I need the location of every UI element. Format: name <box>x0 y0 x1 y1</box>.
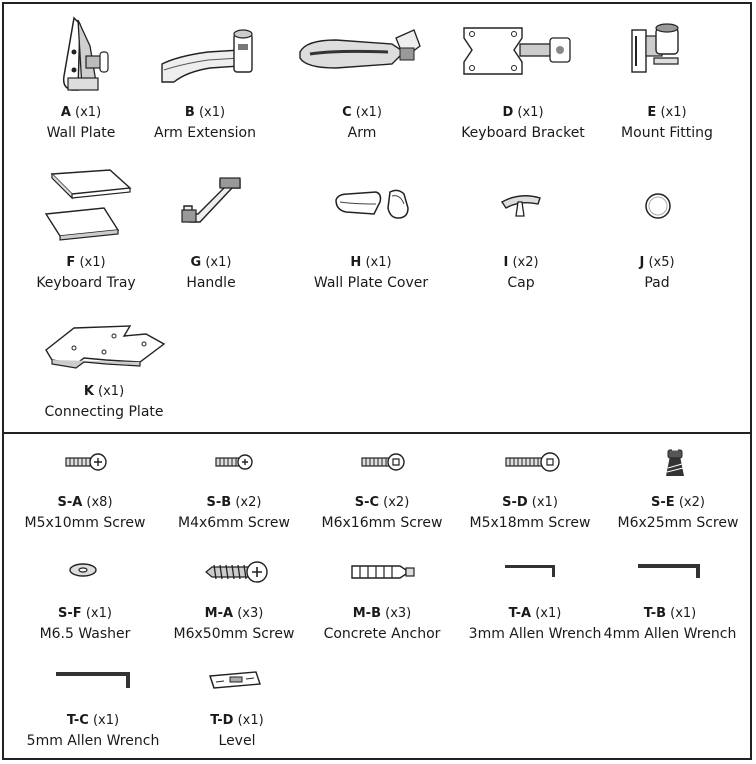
part-qty: (x1) <box>237 713 264 728</box>
wall-plate-icon <box>56 16 116 98</box>
part-name: 3mm Allen Wrench <box>468 626 602 642</box>
hardware-t-d <box>162 711 312 751</box>
part-name: Level <box>218 733 256 749</box>
connecting-plate-icon <box>44 322 168 370</box>
part-qty: (x1) <box>517 105 544 120</box>
wall-plate-cover-icon <box>334 186 414 222</box>
part-name: Keyboard Bracket <box>461 125 585 141</box>
part-name: 5mm Allen Wrench <box>26 733 160 749</box>
part-name: Pad <box>644 275 670 291</box>
part-code: S-E <box>651 495 675 510</box>
part-qty: (x1) <box>660 105 687 120</box>
part-code: J <box>639 255 645 270</box>
mount-fitting-icon <box>626 22 686 78</box>
wood-screw-icon <box>204 558 268 586</box>
part-name: M6x25mm Screw <box>617 515 739 531</box>
part-g <box>136 253 286 293</box>
level-icon <box>208 668 264 692</box>
part-code: D <box>502 105 514 120</box>
hardware-t-c <box>18 711 168 751</box>
part-qty: (x5) <box>648 255 675 270</box>
cap-icon <box>500 190 544 220</box>
part-qty: (x1) <box>75 105 102 120</box>
part-code: T-C <box>66 713 89 728</box>
screw-icon <box>64 450 108 474</box>
part-name: M6x50mm Screw <box>173 626 295 642</box>
part-name: 4mm Allen Wrench <box>603 626 737 642</box>
part-qty: (x1) <box>205 255 232 270</box>
part-b <box>130 103 280 143</box>
part-code: M-A <box>204 606 234 621</box>
part-code: B <box>184 105 195 120</box>
part-qty: (x1) <box>670 606 697 621</box>
hardware-s-d <box>455 493 605 533</box>
part-code: S-F <box>58 606 82 621</box>
part-name: Arm Extension <box>154 125 256 141</box>
part-code: K <box>83 384 94 399</box>
part-code: S-A <box>57 495 83 510</box>
allen-wrench-icon <box>636 562 704 580</box>
hardware-s-f <box>10 604 160 644</box>
part-qty: (x1) <box>92 713 120 728</box>
part-code: G <box>190 255 202 270</box>
keyboard-bracket-icon <box>462 24 578 80</box>
part-name: M4x6mm Screw <box>178 515 290 531</box>
part-code: S-C <box>354 495 380 510</box>
part-code: C <box>342 105 352 120</box>
part-code: A <box>60 105 71 120</box>
part-name: M6.5 Washer <box>39 626 131 642</box>
hardware-t-b <box>595 604 745 644</box>
part-code: T-A <box>508 606 532 621</box>
part-qty: (x2) <box>235 495 262 510</box>
keyboard-tray-icon <box>44 168 134 244</box>
part-name: M5x18mm Screw <box>469 515 591 531</box>
part-code: T-D <box>210 713 234 728</box>
screw-icon <box>660 446 690 478</box>
part-name: Arm <box>347 125 377 141</box>
part-qty: (x2) <box>678 495 705 510</box>
part-i <box>446 253 596 293</box>
part-name: Cap <box>507 275 535 291</box>
part-k <box>29 382 179 422</box>
part-name: Connecting Plate <box>44 404 164 420</box>
part-qty: (x3) <box>237 606 264 621</box>
arm-extension-icon <box>158 26 258 86</box>
part-qty: (x1) <box>198 105 226 120</box>
part-code: S-D <box>502 495 528 510</box>
part-qty: (x3) <box>385 606 412 621</box>
part-code: S-B <box>206 495 232 510</box>
hardware-m-b <box>307 604 457 644</box>
part-d <box>448 103 598 143</box>
part-qty: (x1) <box>79 255 106 270</box>
part-name: M6x16mm Screw <box>321 515 443 531</box>
part-qty: (x2) <box>512 255 539 270</box>
part-qty: (x1) <box>98 384 125 399</box>
allen-wrench-icon <box>503 563 559 579</box>
hardware-t-a <box>460 604 610 644</box>
screw-icon <box>504 450 560 474</box>
part-c <box>287 103 437 143</box>
part-code: H <box>350 255 362 270</box>
part-qty: (x2) <box>383 495 410 510</box>
pad-icon <box>644 192 672 220</box>
part-name: Wall Plate Cover <box>313 275 429 291</box>
part-name: Handle <box>186 275 236 291</box>
hardware-s-c <box>307 493 457 533</box>
hardware-s-b <box>159 493 309 533</box>
part-j <box>582 253 732 293</box>
part-name: Keyboard Tray <box>36 275 136 291</box>
part-qty: (x8) <box>86 495 113 510</box>
screw-icon <box>214 451 254 473</box>
part-code: M-B <box>352 606 381 621</box>
part-name: Mount Fitting <box>621 125 713 141</box>
part-code: F <box>66 255 76 270</box>
part-qty: (x1) <box>355 105 382 120</box>
screw-icon <box>360 451 406 473</box>
part-qty: (x1) <box>535 606 562 621</box>
hardware-m-a <box>159 604 309 644</box>
part-name: Concrete Anchor <box>323 626 441 642</box>
part-name: Wall Plate <box>46 125 116 141</box>
part-code: I <box>503 255 509 270</box>
hardware-s-a <box>10 493 160 533</box>
hardware-s-e <box>603 493 753 533</box>
part-code: T-B <box>643 606 666 621</box>
handle-icon <box>180 176 244 232</box>
part-qty: (x1) <box>531 495 558 510</box>
anchor-icon <box>350 558 418 586</box>
section-divider <box>2 432 752 434</box>
part-qty: (x1) <box>85 606 112 621</box>
allen-wrench-icon <box>54 670 134 690</box>
part-h <box>296 253 446 293</box>
part-name: M5x10mm Screw <box>24 515 146 531</box>
arm-icon <box>296 28 426 78</box>
part-e <box>592 103 742 143</box>
washer-icon <box>68 562 98 578</box>
part-code: E <box>647 105 657 120</box>
part-qty: (x1) <box>365 255 392 270</box>
